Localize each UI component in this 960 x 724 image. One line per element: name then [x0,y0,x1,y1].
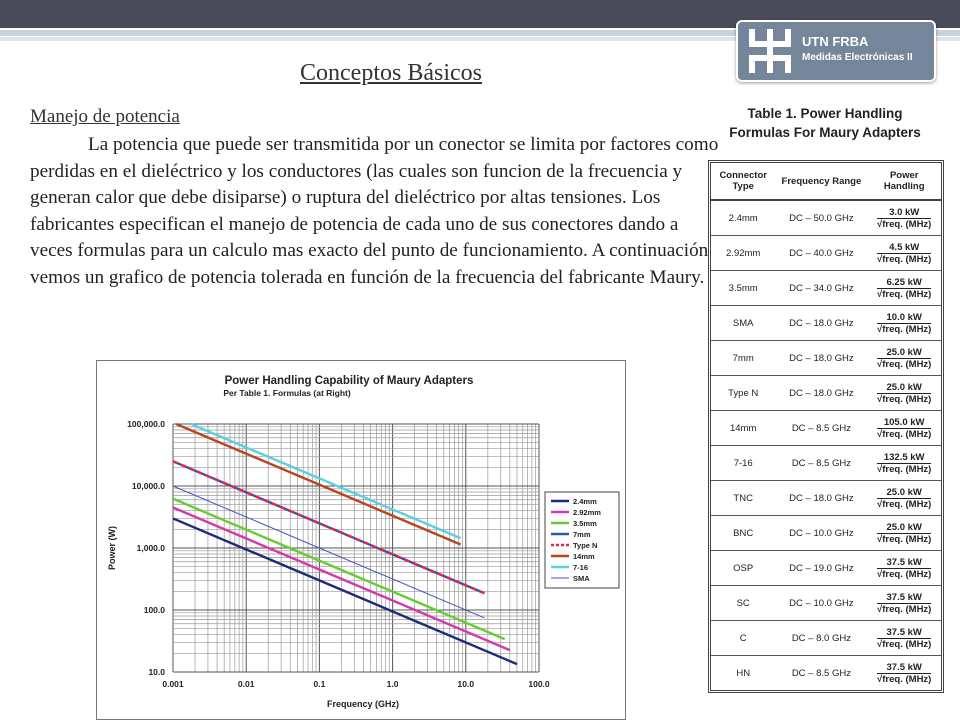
connector-type-cell: 7mm [711,341,775,376]
power-numerator: 25.0 kW [877,347,931,359]
x-tick-label: 0.1 [313,679,326,689]
power-chart-svg [97,361,625,719]
frequency-range-cell: DC – 10.0 GHz [775,516,867,551]
series-line-sma [173,486,484,618]
legend-label: 3.5mm [573,519,597,528]
power-numerator: 25.0 kW [877,522,931,534]
table-header-cell: Power Handling [867,163,941,200]
table-header-row [711,163,941,200]
power-formula-cell [867,481,941,516]
power-formula-cell [867,551,941,586]
slide-title: Conceptos Básicos [300,60,482,86]
power-denominator: √freq. (MHz) [877,603,932,615]
power-formula-cell [867,271,941,306]
y-tick-label: 10,000.0 [131,481,165,491]
series-line-3-5mm [173,499,505,639]
power-formula-cell [867,341,941,376]
power-formula-cell [867,586,941,621]
power-numerator: 37.5 kW [877,557,931,569]
power-formula-cell [867,376,941,411]
table-row [711,586,941,621]
power-numerator: 132.5 kW [877,452,931,464]
connector-type-cell: 2.4mm [711,200,775,236]
connector-type-cell: 2.92mm [711,236,775,271]
power-formula-cell [867,306,941,341]
x-tick-label: 100.0 [528,679,550,689]
power-numerator: 37.5 kW [877,662,931,674]
legend-label: Type N [573,541,598,550]
x-tick-label: 0.01 [237,679,255,689]
power-denominator: √freq. (MHz) [877,323,932,335]
legend-label: 14mm [573,552,595,561]
table-row [711,376,941,411]
connector-type-cell: SMA [711,306,775,341]
table-row [711,481,941,516]
power-denominator: √freq. (MHz) [877,498,932,510]
table-row [711,516,941,551]
power-denominator: √freq. (MHz) [877,428,932,440]
connector-type-cell: HN [711,656,775,691]
frequency-range-cell: DC – 34.0 GHz [775,271,867,306]
power-denominator: √freq. (MHz) [877,673,932,685]
power-denominator: √freq. (MHz) [877,638,932,650]
power-denominator: √freq. (MHz) [877,533,932,545]
table-title: Table 1. Power Handling Formulas For Maury Adapters [729,106,921,140]
logo-subtitle: Medidas Electrónicas II [802,52,913,63]
power-numerator: 25.0 kW [877,382,931,394]
y-tick-label: 1,000.0 [136,543,165,553]
table-row [711,551,941,586]
y-tick-label: 100,000.0 [127,419,165,429]
table-row [711,621,941,656]
connector-type-cell: OSP [711,551,775,586]
connector-type-cell: 14mm [711,411,775,446]
frequency-range-cell: DC – 19.0 GHz [775,551,867,586]
connector-type-cell: SC [711,586,775,621]
power-numerator: 10.0 kW [877,312,931,324]
chart-title: Power Handling Capability of Maury Adapters [224,375,474,387]
frequency-range-cell: DC – 10.0 GHz [775,586,867,621]
x-tick-label: 0.001 [162,679,184,689]
power-formula-cell [867,621,941,656]
utn-logo-badge [736,20,936,82]
power-formula-cell [867,236,941,271]
x-axis-label: Frequency (GHz) [326,699,400,709]
power-numerator: 6.25 kW [877,277,931,289]
frequency-range-cell: DC – 40.0 GHz [775,236,867,271]
chart-legend [545,492,619,588]
x-tick-label: 1.0 [386,679,399,689]
connector-type-cell: Type N [711,376,775,411]
table-header-cell: Connector Type [711,163,775,200]
power-numerator: 25.0 kW [877,487,931,499]
frequency-range-cell: DC – 18.0 GHz [775,306,867,341]
power-numerator: 3.0 kW [877,207,931,219]
power-formula-cell [867,446,941,481]
power-formula-cell [867,200,941,236]
power-denominator: √freq. (MHz) [877,218,932,230]
y-axis-label: Power (W) [107,526,117,570]
power-denominator: √freq. (MHz) [877,358,932,370]
body-paragraph: La potencia que puede ser transmitida por un conector se limita por factores como perdidas en el dieléctrico y los conductores (las cuales son funcion de la frecuencia y generan calor que debe disiparse) o ruptura del dieléctrico por altas tensiones. Los fabricantes especifican el manejo de potencia de cada uno de sus conectores dando a veces formulas para un calculo mas exacto del punto de funcionamiento. A continuación vemos un grafico de potencia tolerada en función de la frecuencia del fabricante Maury. [30,134,719,288]
connector-type-cell: C [711,621,775,656]
chart-grid [173,424,539,672]
legend-label: 2.4mm [573,497,597,506]
frequency-range-cell: DC – 8.5 GHz [775,411,867,446]
table-header-cell: Frequency Range [775,163,867,200]
chart-subtitle: Per Table 1. Formulas (at Right) [223,388,351,398]
legend-label: 2.92mm [573,508,601,517]
power-formula-cell [867,411,941,446]
table-row [711,236,941,271]
power-numerator: 37.5 kW [877,592,931,604]
frequency-range-cell: DC – 18.0 GHz [775,376,867,411]
power-denominator: √freq. (MHz) [877,393,932,405]
table-row [711,306,941,341]
table-row [711,271,941,306]
frequency-range-cell: DC – 8.5 GHz [775,446,867,481]
power-numerator: 105.0 kW [877,417,931,429]
table-body [711,200,941,690]
power-denominator: √freq. (MHz) [877,463,932,475]
power-numerator: 37.5 kW [877,627,931,639]
connector-type-cell: TNC [711,481,775,516]
power-numerator: 4.5 kW [877,242,931,254]
power-denominator: √freq. (MHz) [877,253,932,265]
connector-type-cell: 7-16 [711,446,775,481]
table-row [711,200,941,236]
power-chart [96,360,626,720]
y-tick-label: 100.0 [143,605,165,615]
power-formula-cell [867,656,941,691]
frequency-range-cell: DC – 18.0 GHz [775,341,867,376]
utn-logo-icon [746,26,794,76]
table-row [711,446,941,481]
frequency-range-cell: DC – 18.0 GHz [775,481,867,516]
frequency-range-cell: DC – 8.0 GHz [775,621,867,656]
legend-label: SMA [573,574,590,583]
connector-type-cell: 3.5mm [711,271,775,306]
x-tick-label: 10.0 [457,679,475,689]
power-denominator: √freq. (MHz) [877,568,932,580]
table-row [711,411,941,446]
section-subtitle: Manejo de potencia [30,106,180,127]
connector-type-cell: BNC [711,516,775,551]
legend-label: 7mm [573,530,591,539]
power-denominator: √freq. (MHz) [877,288,932,300]
y-tick-label: 10.0 [148,667,165,677]
power-table-panel [700,104,950,700]
frequency-range-cell: DC – 50.0 GHz [775,200,867,236]
table-row [711,656,941,691]
legend-label: 7-16 [573,563,589,572]
power-formula-cell [867,516,941,551]
logo-title: UTN FRBA [802,34,869,49]
frequency-range-cell: DC – 8.5 GHz [775,656,867,691]
series-line-7-16 [191,424,461,538]
table-row [711,341,941,376]
power-table [708,160,944,693]
